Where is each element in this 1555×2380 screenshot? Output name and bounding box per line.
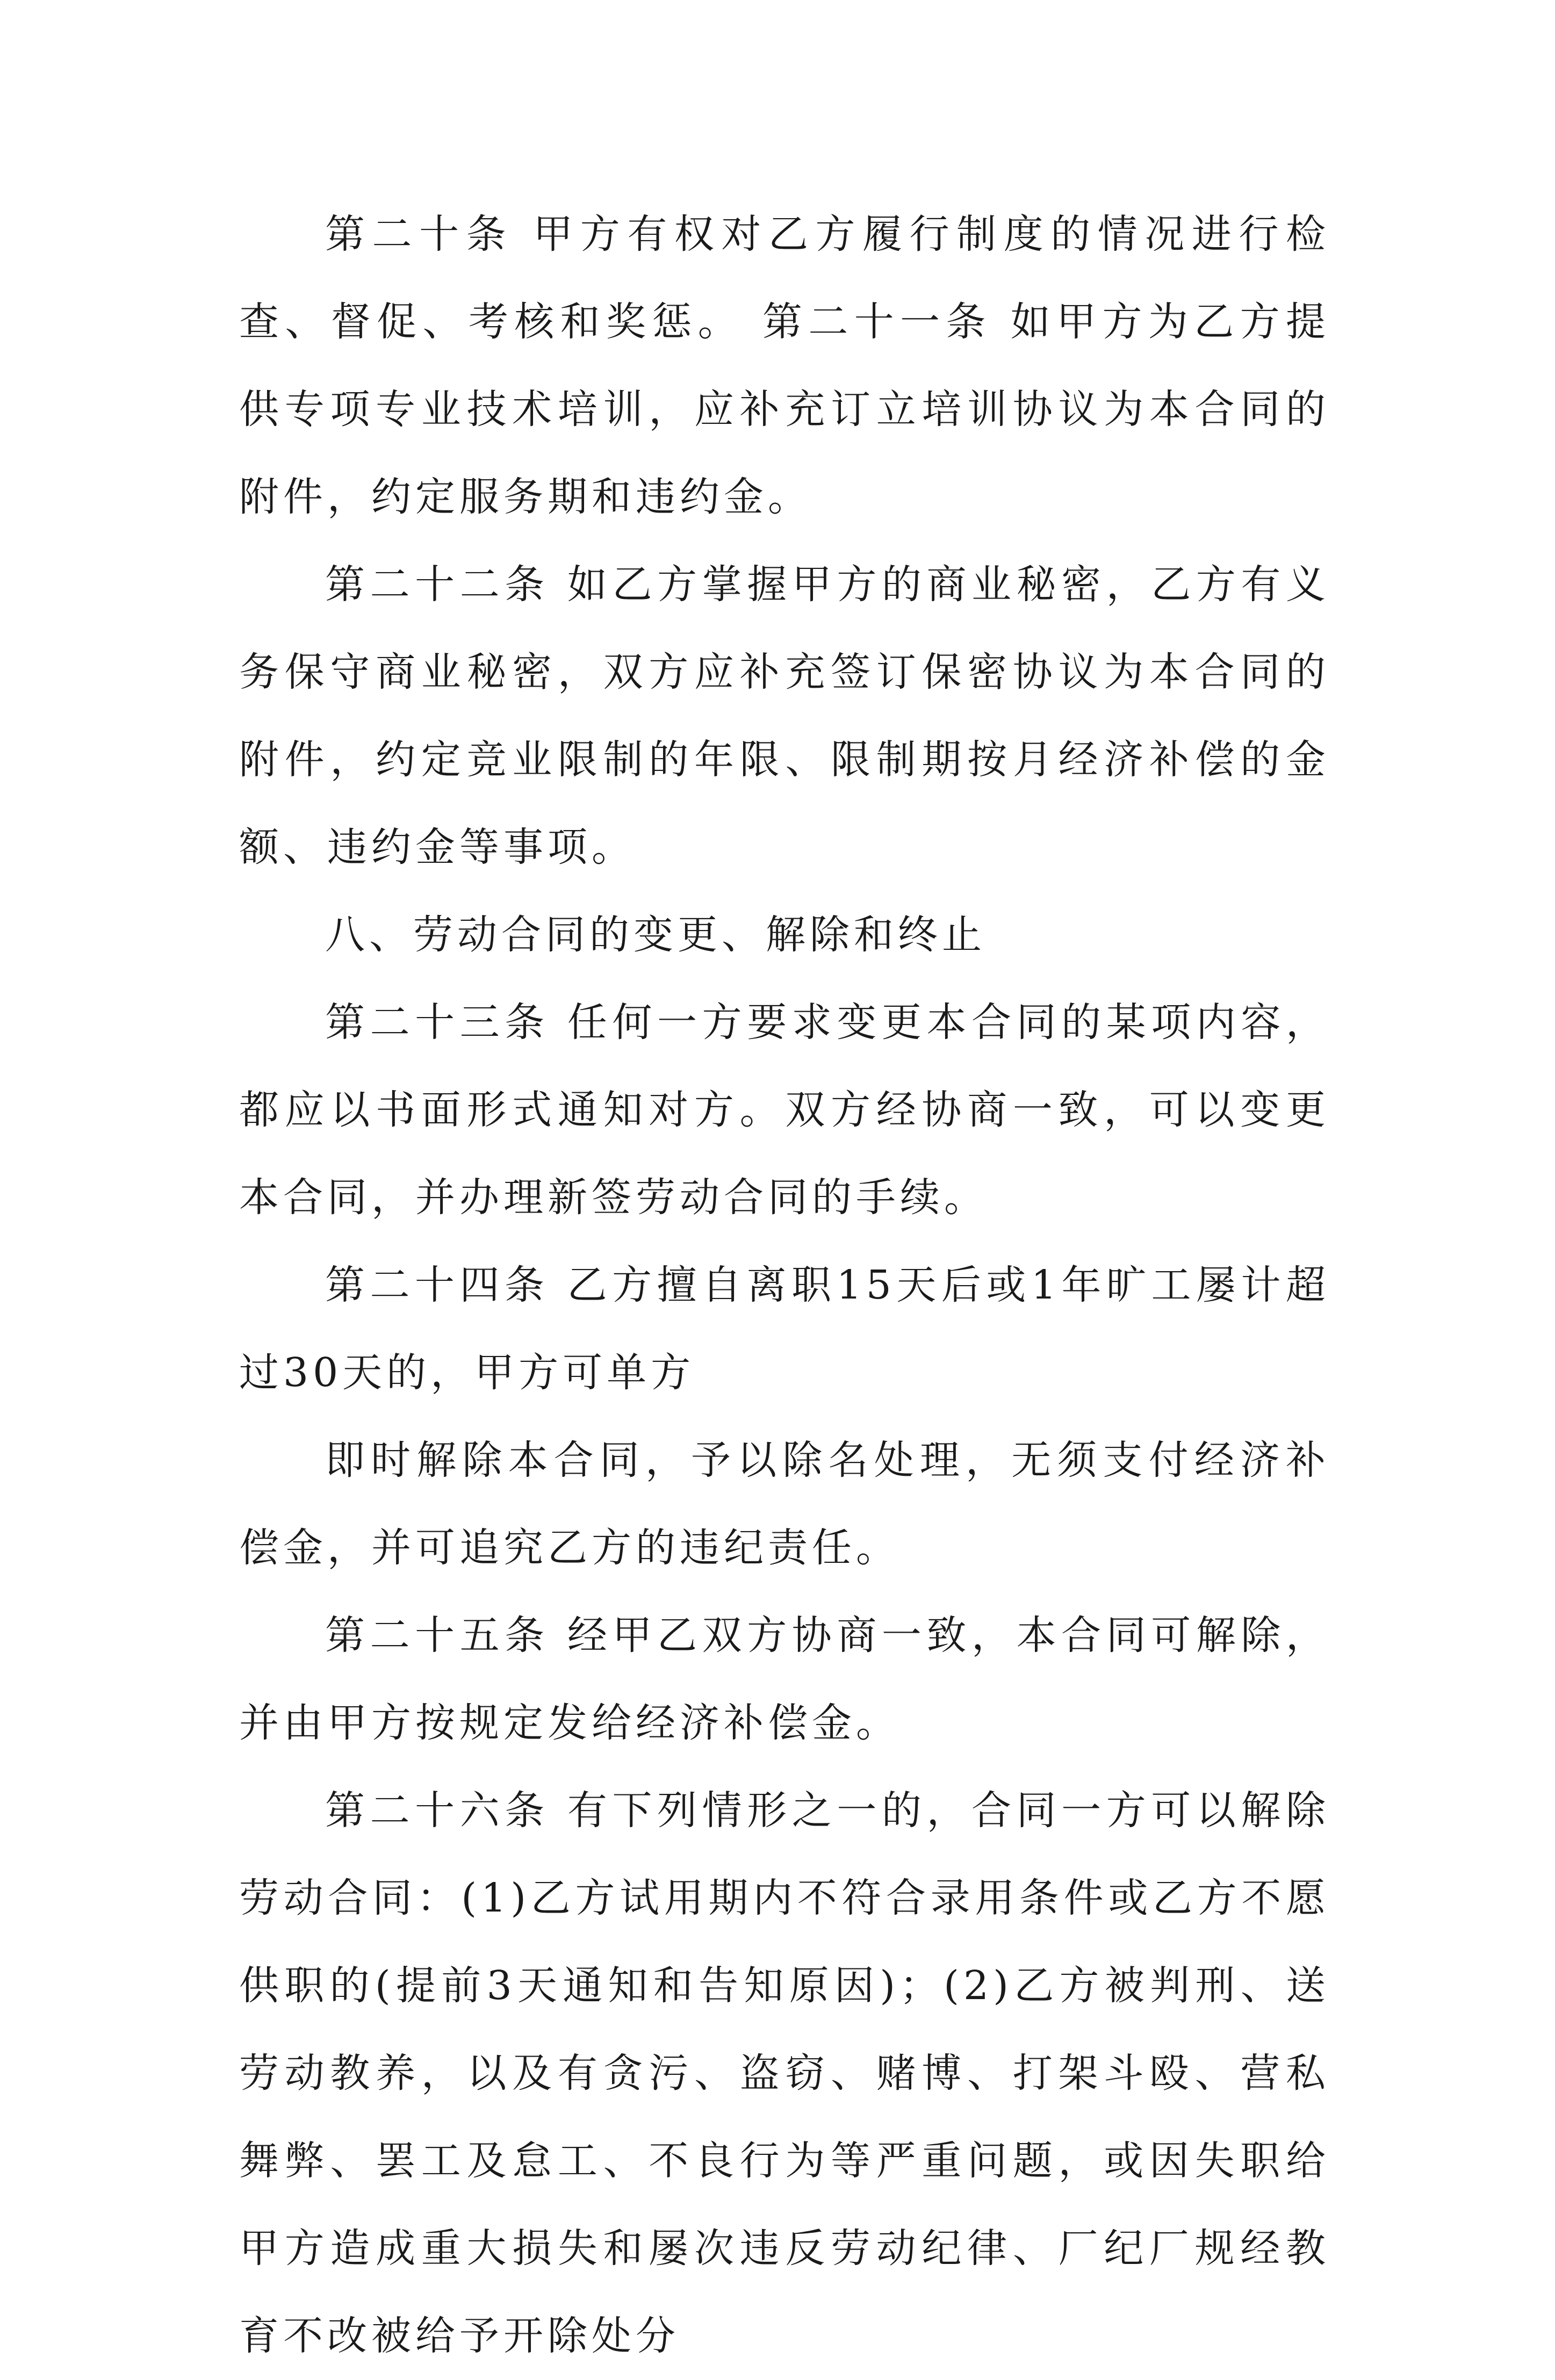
paragraph-article-22: 第二十二条 如乙方掌握甲方的商业秘密，乙方有义务保守商业秘密，双方应补充签订保密协议为本合同的附件，约定竞业限制的年限、限制期按月经济补偿的金额、违约金等事项。 [239, 561, 1330, 870]
paragraph-article-20-21: 第二十条 甲方有权对乙方履行制度的情况进行检查、督促、考核和奖惩。 第二十一条 如甲方为乙方提供专项专业技术培训，应补充订立培训协议为本合同的附件，约定服务期和违约金。 [239, 211, 1330, 520]
section-heading-8: 八、劳动合同的变更、解除和终止 [325, 912, 986, 958]
paragraph-article-24-continued: 即时解除本合同，予以除名处理，无须支付经济补偿金，并可追究乙方的违纪责任。 [239, 1437, 1330, 1571]
paragraph-article-24: 第二十四条 乙方擅自离职15天后或1年旷工屡计超过30天的，甲方可单方 [239, 1262, 1330, 1396]
paragraph-article-26: 第二十六条 有下列情形之一的，合同一方可以解除劳动合同：(1)乙方试用期内不符合录用条件或乙方不愿供职的(提前3天通知和告知原因)；(2)乙方被判刑、送劳动教养，以及有贪污、盗窃、赌博、打架斗殴、营私舞弊、罢工及怠工、不良行为等严重问题，或因失职给甲方造成重大损失和屡次违反劳动纪律、厂纪厂规经教育不改被给予开除处分 [239, 1787, 1330, 2359]
paragraph-article-25: 第二十五条 经甲乙双方协商一致，本合同可解除，并由甲方按规定发给经济补偿金。 [239, 1612, 1330, 1746]
document-body [239, 191, 1330, 2380]
paragraph-article-23: 第二十三条 任何一方要求变更本合同的某项内容，都应以书面形式通知对方。双方经协商一致，可以变更本合同，并办理新签劳动合同的手续。 [239, 999, 1330, 1221]
